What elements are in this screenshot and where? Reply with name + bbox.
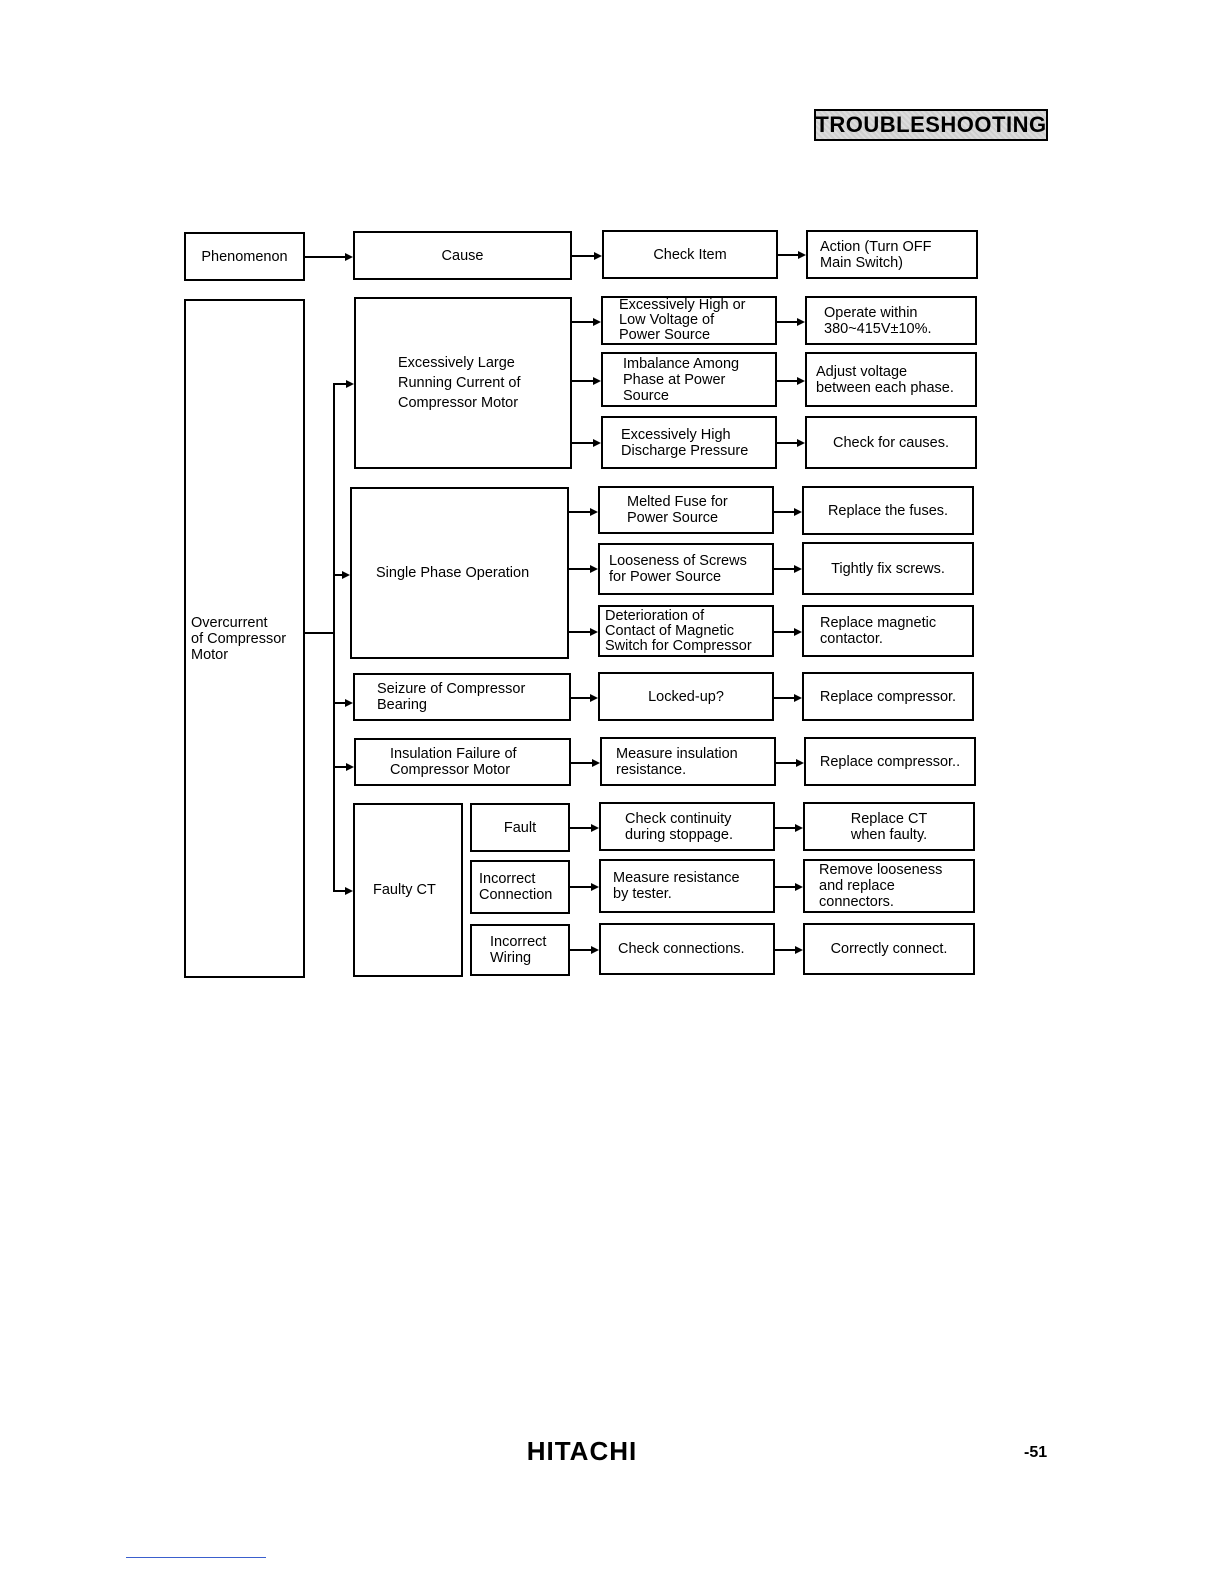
cause-seizure-label: Seizure of Compressor Bearing — [377, 681, 526, 713]
arrow-line — [572, 380, 595, 382]
cause-faulty-ct — [353, 803, 463, 977]
action-7-label: Replace compressor. — [819, 688, 957, 705]
action-1 — [805, 296, 977, 345]
arrow-head — [346, 380, 354, 388]
action-4-label: Replace the fuses. — [827, 502, 949, 519]
arrow-line — [572, 255, 596, 257]
check-item-7-label: Locked-up? — [648, 688, 724, 705]
arrow-head — [593, 377, 601, 385]
arrow-head — [798, 251, 806, 259]
arrow-line — [777, 321, 799, 323]
action-9 — [803, 802, 975, 851]
arrow-head — [345, 699, 353, 707]
arrow-head — [342, 571, 350, 579]
arrow-head — [345, 253, 353, 261]
arrow-head — [590, 565, 598, 573]
phenomenon-label: Overcurrent of Compressor Motor — [191, 614, 287, 663]
arrow-line — [305, 256, 347, 258]
check-item-8-label: Measure insulation resistance. — [616, 745, 738, 778]
section-header-badge — [814, 109, 1048, 141]
action-11-label: Correctly connect. — [830, 941, 948, 957]
arrow-head — [795, 946, 803, 954]
action-6 — [802, 605, 974, 657]
cause-insulation-label: Insulation Failure of Compressor Motor — [390, 746, 517, 778]
ct-sub-incorrect-connection-label: Incorrect Connection — [479, 871, 553, 903]
arrow-line — [774, 568, 796, 570]
check-item-7 — [598, 672, 774, 721]
cause-faulty-ct-label: Faulty CT — [373, 882, 436, 898]
cause-excessive-current-label: Excessively Large Running Current of Compressor Motor — [398, 355, 521, 411]
arrow-line — [570, 949, 593, 951]
arrow-line — [570, 886, 593, 888]
cause-single-phase-label: Single Phase Operation — [376, 565, 530, 581]
header-action-label: Action (Turn OFF Main Switch) — [820, 238, 932, 271]
arrow-line — [775, 949, 797, 951]
arrow-head — [591, 946, 599, 954]
action-3 — [805, 416, 977, 469]
check-item-10 — [599, 859, 775, 913]
connector-spine — [333, 383, 335, 891]
arrow-head — [593, 439, 601, 447]
arrow-head — [591, 883, 599, 891]
arrow-head — [590, 694, 598, 702]
ct-sub-incorrect-wiring-label: Incorrect Wiring — [490, 934, 547, 966]
arrow-head — [590, 508, 598, 516]
action-5 — [802, 542, 974, 595]
arrow-head — [797, 318, 805, 326]
action-9-label: Replace CT when faulty. — [850, 810, 928, 843]
arrow-head — [797, 377, 805, 385]
check-item-9-label: Check continuity during stoppage. — [625, 810, 734, 843]
header-cause-label: Cause — [441, 247, 484, 264]
connector-line — [305, 632, 334, 634]
check-item-2 — [601, 352, 777, 407]
arrow-head — [794, 628, 802, 636]
action-1-label: Operate within 380~415V±10%. — [824, 304, 932, 337]
arrow-line — [571, 697, 592, 699]
header-phenomenon — [184, 232, 305, 281]
check-item-11 — [599, 923, 775, 975]
arrow-line — [572, 321, 595, 323]
arrow-line — [777, 380, 799, 382]
arrow-line — [775, 886, 797, 888]
check-item-8 — [600, 737, 776, 786]
arrow-head — [592, 759, 600, 767]
arrow-head — [794, 565, 802, 573]
action-2 — [805, 352, 977, 407]
arrow-head — [796, 759, 804, 767]
arrow-line — [774, 511, 796, 513]
check-item-6 — [598, 605, 774, 657]
header-cause — [353, 231, 572, 280]
arrow-line — [777, 442, 799, 444]
arrow-head — [797, 439, 805, 447]
ct-sub-fault — [470, 803, 570, 852]
arrow-head — [590, 628, 598, 636]
header-check-item — [602, 230, 778, 279]
arrow-head — [795, 824, 803, 832]
arrow-head — [346, 763, 354, 771]
arrow-line — [571, 762, 594, 764]
arrow-head — [794, 694, 802, 702]
action-4 — [802, 486, 974, 535]
check-item-6-label: Deterioration of Contact of Magnetic Switch for Compressor — [605, 607, 752, 654]
cause-excessive-current — [354, 297, 572, 469]
check-item-3-label: Excessively High Discharge Pressure — [621, 426, 749, 459]
arrow-line — [778, 254, 800, 256]
check-item-2-label: Imbalance Among Phase at Power Source — [623, 355, 740, 404]
header-phenomenon-label: Phenomenon — [201, 248, 288, 265]
arrow-line — [775, 827, 797, 829]
check-item-10-label: Measure resistance by tester. — [613, 870, 740, 902]
arrow-head — [593, 318, 601, 326]
arrow-head — [594, 252, 602, 260]
check-item-5 — [598, 543, 774, 595]
action-2-label: Adjust voltage between each phase. — [816, 363, 954, 396]
action-7 — [802, 672, 974, 721]
arrow-head — [794, 508, 802, 516]
brand-logo: HITACHI — [526, 1436, 638, 1466]
arrow-line — [774, 697, 796, 699]
action-11 — [803, 923, 975, 975]
action-6-label: Replace magnetic contactor. — [820, 615, 937, 647]
action-10 — [803, 859, 975, 913]
check-item-9 — [599, 802, 775, 851]
cause-insulation — [354, 738, 571, 786]
arrow-head — [591, 824, 599, 832]
header-check-item-label: Check Item — [653, 246, 727, 263]
arrow-head — [795, 883, 803, 891]
check-item-4-label: Melted Fuse for Power Source — [627, 494, 728, 526]
check-item-1-label: Excessively High or Low Voltage of Power Source — [619, 297, 746, 343]
arrow-head — [345, 887, 353, 895]
cause-single-phase — [350, 487, 569, 659]
check-item-4 — [598, 486, 774, 534]
arrow-line — [570, 827, 593, 829]
arrow-line — [569, 511, 592, 513]
arrow-line — [569, 631, 592, 633]
section-title: TROUBLESHOOTING — [815, 112, 1047, 137]
phenomenon-box — [184, 299, 305, 978]
arrow-line — [776, 762, 798, 764]
action-8 — [804, 737, 976, 786]
arrow-line — [569, 568, 592, 570]
arrow-line — [774, 631, 796, 633]
ct-sub-incorrect-connection — [470, 860, 570, 914]
action-5-label: Tightly fix screws. — [831, 560, 945, 577]
action-3-label: Check for causes. — [832, 434, 950, 451]
check-item-3 — [601, 416, 777, 469]
check-item-1 — [601, 296, 777, 345]
page-number: -51 — [1024, 1444, 1048, 1461]
action-8-label: Replace compressor.. — [819, 753, 961, 770]
check-item-11-label: Check connections. — [618, 941, 745, 957]
cause-seizure — [353, 673, 571, 721]
action-10-label: Remove looseness and replace connectors. — [819, 862, 943, 910]
arrow-line — [572, 442, 595, 444]
check-item-5-label: Looseness of Screws for Power Source — [609, 553, 747, 585]
ct-sub-fault-label: Fault — [503, 819, 537, 836]
footer-rule — [126, 1557, 266, 1558]
header-action — [806, 230, 978, 279]
ct-sub-incorrect-wiring — [470, 924, 570, 976]
